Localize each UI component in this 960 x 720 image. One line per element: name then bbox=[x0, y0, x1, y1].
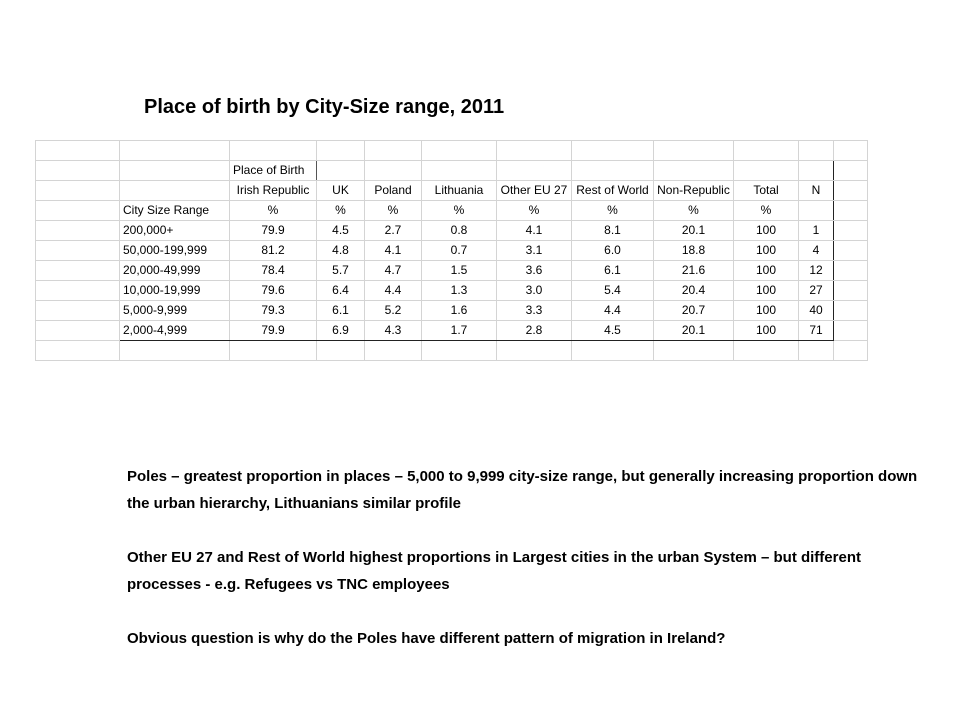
col-header-other-eu27: Other EU 27 bbox=[497, 181, 572, 201]
table-cell: 81.2 bbox=[230, 241, 317, 261]
table-row bbox=[36, 301, 868, 321]
table-cell: 4.3 bbox=[365, 321, 422, 341]
slide-title: Place of birth by City-Size range, 2011 bbox=[144, 96, 505, 118]
table-cell: 4.1 bbox=[497, 221, 572, 241]
col-header-lithuania: Lithuania bbox=[422, 181, 497, 201]
table-row bbox=[36, 281, 868, 301]
row-label: 50,000-199,999 bbox=[120, 241, 230, 261]
table-cell: 6.4 bbox=[317, 281, 365, 301]
table-cell: 18.8 bbox=[654, 241, 734, 261]
table-cell: 100 bbox=[734, 261, 799, 281]
table-cell: 4.4 bbox=[572, 301, 654, 321]
table-cell: 100 bbox=[734, 221, 799, 241]
row-label: 2,000-4,999 bbox=[120, 321, 230, 341]
table-cell: 4.1 bbox=[365, 241, 422, 261]
table-cell: 100 bbox=[734, 281, 799, 301]
table-cell: 5.7 bbox=[317, 261, 365, 281]
table-cell: 27 bbox=[799, 281, 834, 301]
table-cell: 78.4 bbox=[230, 261, 317, 281]
col-header-non-republic: Non-Republic bbox=[654, 181, 734, 201]
table-cell: 3.0 bbox=[497, 281, 572, 301]
unit-cell: % bbox=[422, 201, 497, 221]
table-cell: 20.1 bbox=[654, 321, 734, 341]
unit-cell bbox=[799, 201, 834, 221]
table-cell: 20.1 bbox=[654, 221, 734, 241]
table-cell: 79.6 bbox=[230, 281, 317, 301]
spacer-row bbox=[36, 341, 868, 361]
table-cell: 4.8 bbox=[317, 241, 365, 261]
table-row bbox=[36, 221, 868, 241]
table-cell: 100 bbox=[734, 321, 799, 341]
table-cell: 12 bbox=[799, 261, 834, 281]
table-cell: 1.7 bbox=[422, 321, 497, 341]
group-header: Place of Birth bbox=[230, 161, 317, 181]
table-cell: 1 bbox=[799, 221, 834, 241]
table-cell: 3.6 bbox=[497, 261, 572, 281]
unit-row bbox=[36, 201, 868, 221]
col-header-total: Total bbox=[734, 181, 799, 201]
table-cell: 79.9 bbox=[230, 321, 317, 341]
table-cell: 1.6 bbox=[422, 301, 497, 321]
table-cell: 71 bbox=[799, 321, 834, 341]
table-cell: 6.9 bbox=[317, 321, 365, 341]
table-cell: 2.8 bbox=[497, 321, 572, 341]
table-cell: 6.0 bbox=[572, 241, 654, 261]
spreadsheet-table bbox=[35, 140, 868, 361]
table-row bbox=[36, 261, 868, 281]
group-header-row bbox=[36, 161, 868, 181]
table-cell: 3.3 bbox=[497, 301, 572, 321]
column-header-row bbox=[36, 181, 868, 201]
table-cell: 79.3 bbox=[230, 301, 317, 321]
table-cell: 79.9 bbox=[230, 221, 317, 241]
col-header-n: N bbox=[799, 181, 834, 201]
table-cell: 5.4 bbox=[572, 281, 654, 301]
table-cell: 4.7 bbox=[365, 261, 422, 281]
unit-cell: % bbox=[365, 201, 422, 221]
table-cell: 20.4 bbox=[654, 281, 734, 301]
table-cell: 8.1 bbox=[572, 221, 654, 241]
table-cell: 4.5 bbox=[317, 221, 365, 241]
table-cell: 3.1 bbox=[497, 241, 572, 261]
table-cell: 100 bbox=[734, 301, 799, 321]
note-question: Obvious question is why do the Poles have different pattern of migration in Ireland? bbox=[127, 630, 726, 647]
table-cell: 4 bbox=[799, 241, 834, 261]
table-cell: 2.7 bbox=[365, 221, 422, 241]
col-header-poland: Poland bbox=[365, 181, 422, 201]
table-cell: 20.7 bbox=[654, 301, 734, 321]
note-other-eu: Other EU 27 and Rest of World highest proportions in Largest cities in the urban System – but different processes - e.g. Refugees vs TNC employees bbox=[127, 549, 861, 593]
table-cell: 0.7 bbox=[422, 241, 497, 261]
row-label: 20,000-49,999 bbox=[120, 261, 230, 281]
col-header-rest-of-world: Rest of World bbox=[572, 181, 654, 201]
col-header-uk: UK bbox=[317, 181, 365, 201]
unit-cell: % bbox=[572, 201, 654, 221]
table-row bbox=[36, 241, 868, 261]
table-row bbox=[36, 321, 868, 341]
table-cell: 4.5 bbox=[572, 321, 654, 341]
unit-cell: % bbox=[734, 201, 799, 221]
table-cell: 4.4 bbox=[365, 281, 422, 301]
table-cell: 5.2 bbox=[365, 301, 422, 321]
table-cell: 1.3 bbox=[422, 281, 497, 301]
row-label: 10,000-19,999 bbox=[120, 281, 230, 301]
table-cell: 6.1 bbox=[317, 301, 365, 321]
table-cell: 40 bbox=[799, 301, 834, 321]
spacer-row bbox=[36, 141, 868, 161]
unit-cell: % bbox=[497, 201, 572, 221]
table-cell: 0.8 bbox=[422, 221, 497, 241]
table-cell: 6.1 bbox=[572, 261, 654, 281]
table-cell: 1.5 bbox=[422, 261, 497, 281]
row-label: 200,000+ bbox=[120, 221, 230, 241]
unit-cell: % bbox=[317, 201, 365, 221]
row-label-header: City Size Range bbox=[120, 201, 230, 221]
col-header-irish-republic: Irish Republic bbox=[230, 181, 317, 201]
notes bbox=[127, 463, 927, 679]
unit-cell: % bbox=[230, 201, 317, 221]
table-cell: 21.6 bbox=[654, 261, 734, 281]
row-label: 5,000-9,999 bbox=[120, 301, 230, 321]
note-poles: Poles – greatest proportion in places – 5,000 to 9,999 city-size range, but generally increasing proportion down the urban hierarchy, Lithuanians similar profile bbox=[127, 468, 918, 512]
table-cell: 100 bbox=[734, 241, 799, 261]
unit-cell: % bbox=[654, 201, 734, 221]
